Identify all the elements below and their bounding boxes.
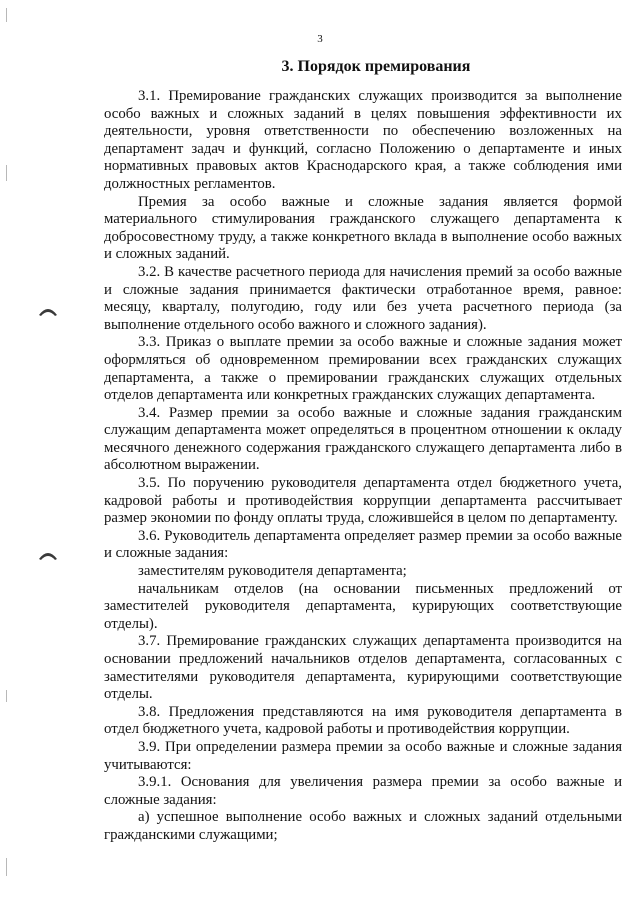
scan-edge-mark-top: [6, 8, 7, 22]
section-title: 3. Порядок премирования: [281, 58, 471, 75]
paragraph-bonus-definition: Премия за особо важные и сложные задания является формой материального стимулирования гражданского служащего департамента к добросовестному труду, а также конкретного вклада в выполнение особо важных и сложных заданий.: [104, 193, 622, 263]
paragraph-3-3: 3.3. Приказ о выплате премии за особо важные и сложные задания может оформляться об одновременном премировании всех гражданских служащих департамента, а также о премировании гражданских служащих отдельных отделов департамента или конкретных гражданских служащих департамента.: [104, 334, 622, 404]
binder-hole-mark-lower: [38, 549, 58, 561]
paragraph-3-1: 3.1. Премирование гражданских служащих производится за выполнение особо важных и сложных заданий в целях повышения эффективности их деятельности, уровня ответственности по обеспечению возложенных на департамент задач и функций, согласно Положению о департаменте и иных нормативных правовых актов Краснодарского края, а также соблюдения ими должностных регламентов.: [104, 88, 622, 192]
scan-edge-mark-middle: [6, 165, 7, 181]
binder-hole-mark-upper: [38, 305, 58, 317]
paragraph-3-9: 3.9. При определении размера премии за особо важные и сложные задания учитываются:: [104, 738, 622, 773]
paragraph-3-5: 3.5. По поручению руководителя департамента отдел бюджетного учета, кадровой работы и противодействия коррупции департамента рассчитывает размер экономии по фонду оплаты труда, сложившейся в целом по департаменту.: [104, 475, 622, 527]
paragraph-3-6: 3.6. Руководитель департамента определяет размер премии за особо важные и сложные задания:: [104, 527, 622, 562]
paragraph-3-8: 3.8. Предложения представляются на имя руководителя департамента в отдел бюджетного учета, кадровой работы и противодействия коррупции.: [104, 703, 622, 738]
list-item-department-heads: начальникам отделов (на основании письменных предложений от заместителей руководителя департамента, курирующих соответствующие отделы).: [104, 580, 622, 632]
paragraph-3-9-1: 3.9.1. Основания для увеличения размера премии за особо важные и сложные задания:: [104, 774, 622, 808]
paragraph-3-4: 3.4. Размер премии за особо важные и сложные задания гражданским служащим департамента может определяться в процентном отношении к окладу месячного денежного содержания гражданского служащего департамента либо в абсолютном выражении.: [104, 404, 622, 474]
list-item-a: а) успешное выполнение особо важных и сложных заданий отдельными гражданскими служащими;: [104, 809, 622, 843]
paragraph-3-2: 3.2. В качестве расчетного периода для начисления премий за особо важные и сложные задания принимается фактически отработанное время, равное: месяцу, кварталу, полугодию, году или без учета расчетного периода (за выполнение отдельного особо важного и сложного задания).: [104, 263, 622, 333]
scan-edge-mark-lower: [6, 690, 7, 702]
page-number: 3: [317, 33, 323, 45]
paragraph-3-7: 3.7. Премирование гражданских служащих департамента производится на основании предложений начальников отделов департамента, согласованных с заместителями руководителя департамента, курирующими соответствующие отделы.: [104, 633, 622, 703]
document-body: [104, 88, 622, 845]
scan-edge-mark-bottom: [6, 858, 7, 876]
list-item-deputy-heads: заместителям руководителя департамента;: [138, 563, 407, 580]
